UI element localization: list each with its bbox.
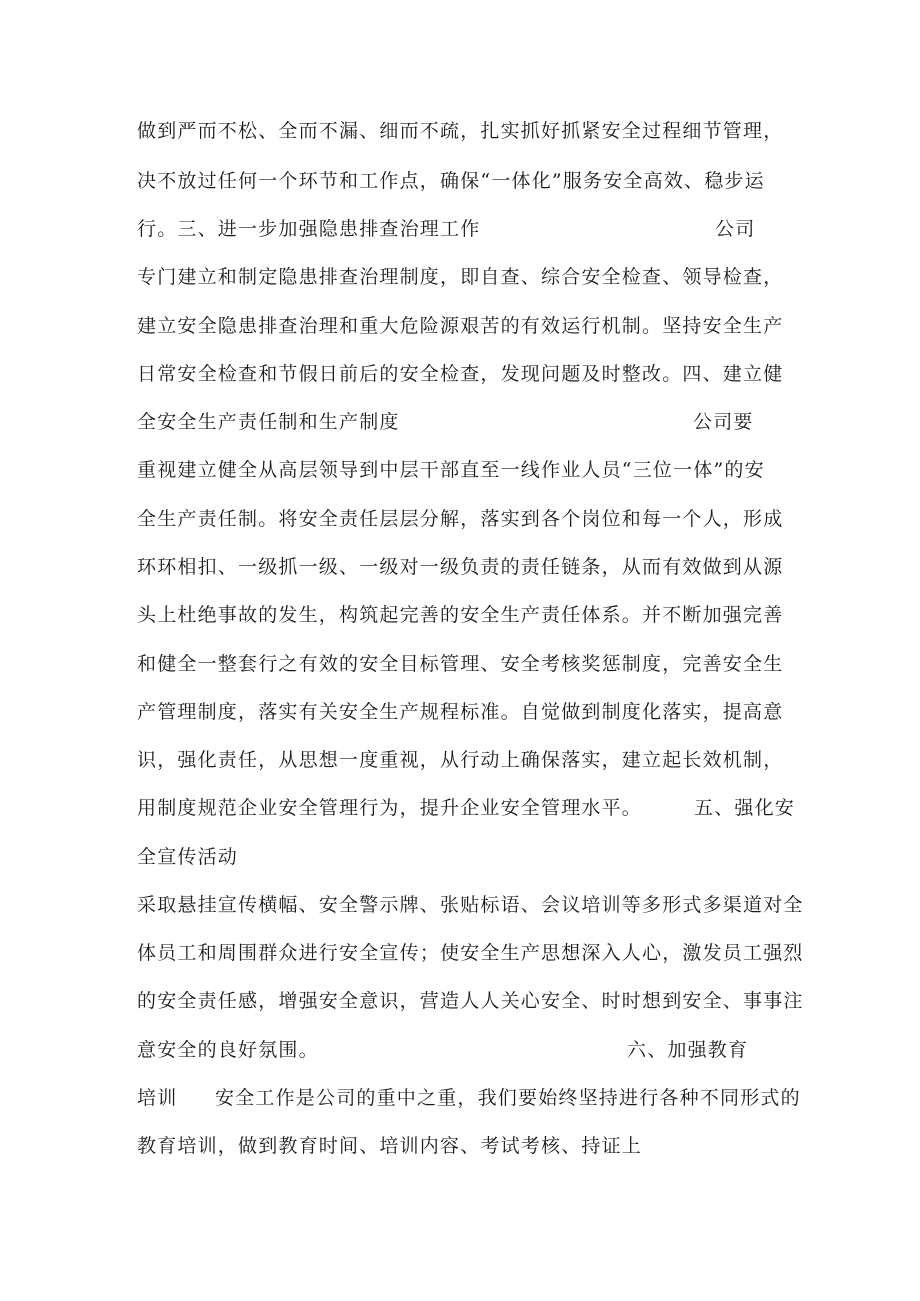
text-line xyxy=(137,649,797,679)
text-line xyxy=(137,214,797,244)
text-line xyxy=(137,1083,801,1113)
text-segment: 五、强化安 xyxy=(694,797,796,819)
text-segment: 头上杜绝事故的发生，构筑起完善的安全生产责任体系。并不断加强完善 xyxy=(137,604,784,626)
text-line xyxy=(137,986,804,1016)
text-segment: 建立安全隐患排查治理和重大危险源艰苦的有效运行机制。坚持安全生产 xyxy=(137,315,784,337)
text-segment: 培训 xyxy=(137,1087,178,1109)
text-segment: 采取悬挂宣传横幅、安全警示牌、张贴标语、会议培训等多形式多渠道对全 xyxy=(137,894,804,916)
text-line xyxy=(137,166,797,196)
text-segment: 的安全责任感，增强安全意识，营造人人关心安全、时时想到安全、事事注 xyxy=(137,990,804,1012)
text-line xyxy=(137,116,797,146)
text-line xyxy=(137,1131,797,1161)
text-segment: 全安全生产责任制和生产制度 xyxy=(137,411,400,433)
text-segment: 全宣传活动 xyxy=(137,846,239,868)
text-segment: 安全工作是公司的重中之重，我们要始终坚持进行各种不同形式的 xyxy=(215,1087,801,1109)
text-line xyxy=(137,262,797,292)
text-line xyxy=(137,842,797,872)
text-line xyxy=(137,697,797,727)
text-line xyxy=(137,504,797,534)
text-segment: 识，强化责任，从思想一度重视，从行动上确保落实，建立起长效机制， xyxy=(137,749,784,771)
text-segment: 公司要 xyxy=(693,411,754,433)
text-line xyxy=(137,455,797,485)
text-segment: 产管理制度，落实有关安全生产规程标准。自觉做到制度化落实，提高意 xyxy=(137,701,784,723)
text-line xyxy=(137,407,797,437)
text-segment: 日常安全检查和节假日前后的安全检查，发现问题及时整改。四、建立健 xyxy=(137,363,784,385)
text-segment: 教育培训，做到教育时间、培训内容、考试考核、持证上 xyxy=(137,1135,643,1157)
text-line xyxy=(137,890,804,920)
text-line xyxy=(137,359,797,389)
text-segment: 意安全的良好氛围。 xyxy=(137,1039,319,1061)
text-line xyxy=(137,1035,797,1065)
text-line xyxy=(137,311,797,341)
text-segment: 体员工和周围群众进行安全宣传；使安全生产思想深入人心，激发员工强烈 xyxy=(137,942,804,964)
text-line xyxy=(137,745,797,775)
text-segment: 六、加强教育 xyxy=(627,1039,749,1061)
text-line xyxy=(137,793,797,823)
text-segment: 和健全一整套行之有效的安全目标管理、安全考核奖惩制度，完善安全生 xyxy=(137,653,784,675)
text-segment: 用制度规范企业安全管理行为，提升企业安全管理水平。 xyxy=(137,797,643,819)
text-segment: 行。三、进一步加强隐患排查治理工作 xyxy=(137,218,481,240)
text-segment: 重视建立健全从高层领导到中层干部直至一线作业人员“三位一体”的安 xyxy=(137,459,765,481)
text-segment: 公司 xyxy=(715,218,756,240)
text-segment: 做到严而不松、全而不漏、细而不疏，扎实抓好抓紧安全过程细节管理， xyxy=(137,120,784,142)
text-segment: 决不放过任何一个环节和工作点，确保“一体化”服务安全高效、稳步运 xyxy=(137,170,765,192)
text-segment: 环环相扣、一级抓一级、一级对一级负责的责任链条，从而有效做到从源 xyxy=(137,556,784,578)
text-line xyxy=(137,600,797,630)
text-line xyxy=(137,552,797,582)
text-segment: 专门建立和制定隐患排查治理制度，即自查、综合安全检查、领导检查， xyxy=(137,266,784,288)
text-segment: 全生产责任制。将安全责任层层分解，落实到各个岗位和每一个人，形成 xyxy=(137,508,784,530)
text-line xyxy=(137,938,804,968)
